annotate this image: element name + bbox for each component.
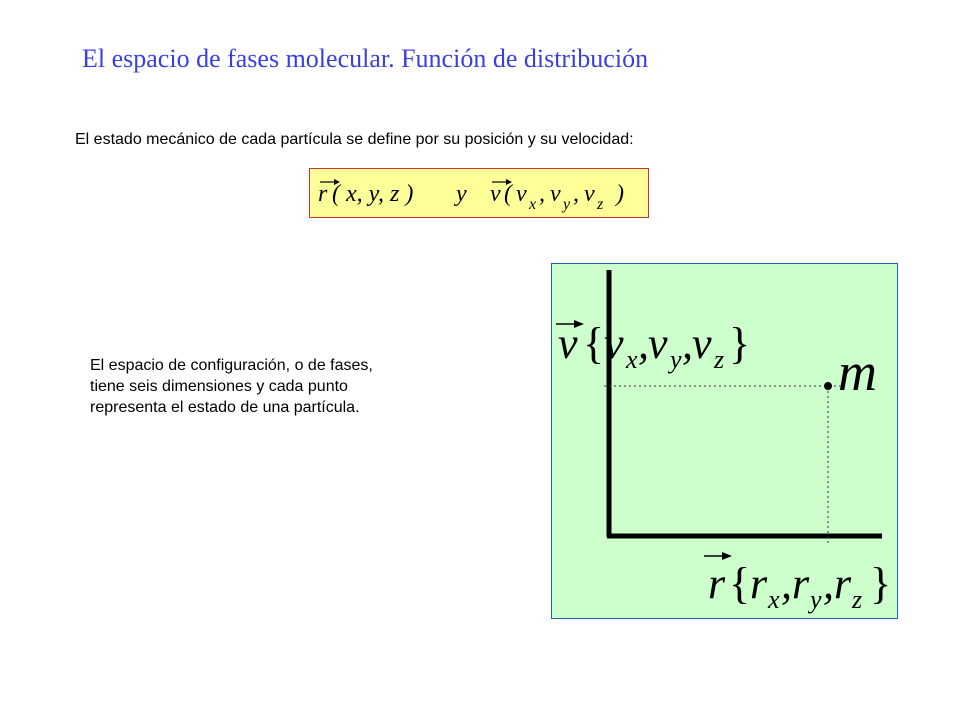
formula-open-paren: (: [504, 181, 512, 207]
v-axis-sub-x: x: [626, 345, 638, 374]
formula-sub-y: y: [563, 196, 571, 213]
slide-title: El espacio de fases molecular. Función de distribución: [82, 44, 649, 73]
r-axis-sub-z: z: [852, 585, 863, 614]
formula-comma-2: ,: [573, 181, 579, 207]
formula-vy: v: [550, 181, 561, 207]
description-line: representa el estado de una partícula.: [90, 399, 360, 416]
formula-comma-1: ,: [539, 181, 545, 207]
particle-point: [824, 382, 832, 390]
point-label-m: m: [838, 342, 877, 402]
r-axis-comp-y: r: [792, 559, 810, 608]
formula-vz: v: [584, 181, 595, 207]
r-axis-close-brace: }: [870, 559, 892, 608]
formula-svg: [310, 169, 648, 217]
formula-sub-x: x: [529, 196, 537, 213]
v-axis-sub-z: z: [714, 345, 725, 374]
r-axis-sub-y: y: [810, 585, 822, 614]
description-line: El espacio de configuración, o de fases,: [90, 357, 373, 374]
r-axis-symbol: r: [708, 559, 726, 608]
formula-vx: v: [516, 181, 527, 207]
r-axis-comma-2: ,: [823, 559, 834, 608]
formula-box: [309, 168, 649, 218]
phase-space-diagram: [551, 263, 898, 619]
v-axis-symbol: v: [558, 319, 578, 368]
v-axis-comp-y: v: [648, 319, 668, 368]
v-axis-comp-z: v: [692, 319, 712, 368]
formula-v: v: [490, 181, 501, 207]
v-axis-sub-y: y: [670, 345, 682, 374]
description-line: tiene seis dimensiones y cada punto: [90, 378, 348, 395]
v-axis-comma-1: ,: [638, 319, 649, 368]
r-axis-comp-z: r: [834, 559, 852, 608]
intro-text: El estado mecánico de cada partícula se define por su posición y su velocidad:: [75, 131, 634, 148]
v-axis-comma-2: ,: [682, 319, 693, 368]
formula-r: r: [318, 181, 328, 207]
phase-space-svg: [552, 264, 897, 618]
r-axis-comp-x: r: [750, 559, 768, 608]
formula-close-paren: ): [616, 181, 624, 207]
formula-conjunction: y: [456, 181, 467, 207]
formula-sub-z: z: [597, 196, 604, 213]
formula-r-args: ( x, y, z ): [332, 181, 414, 207]
r-axis-sub-x: x: [768, 585, 780, 614]
description-text: [90, 355, 490, 418]
v-axis-close-brace: }: [729, 319, 751, 368]
r-axis-open-brace: {: [729, 559, 751, 608]
v-axis-comp-x: v: [604, 319, 624, 368]
v-axis-open-brace: {: [583, 319, 605, 368]
r-axis-comma-1: ,: [781, 559, 792, 608]
